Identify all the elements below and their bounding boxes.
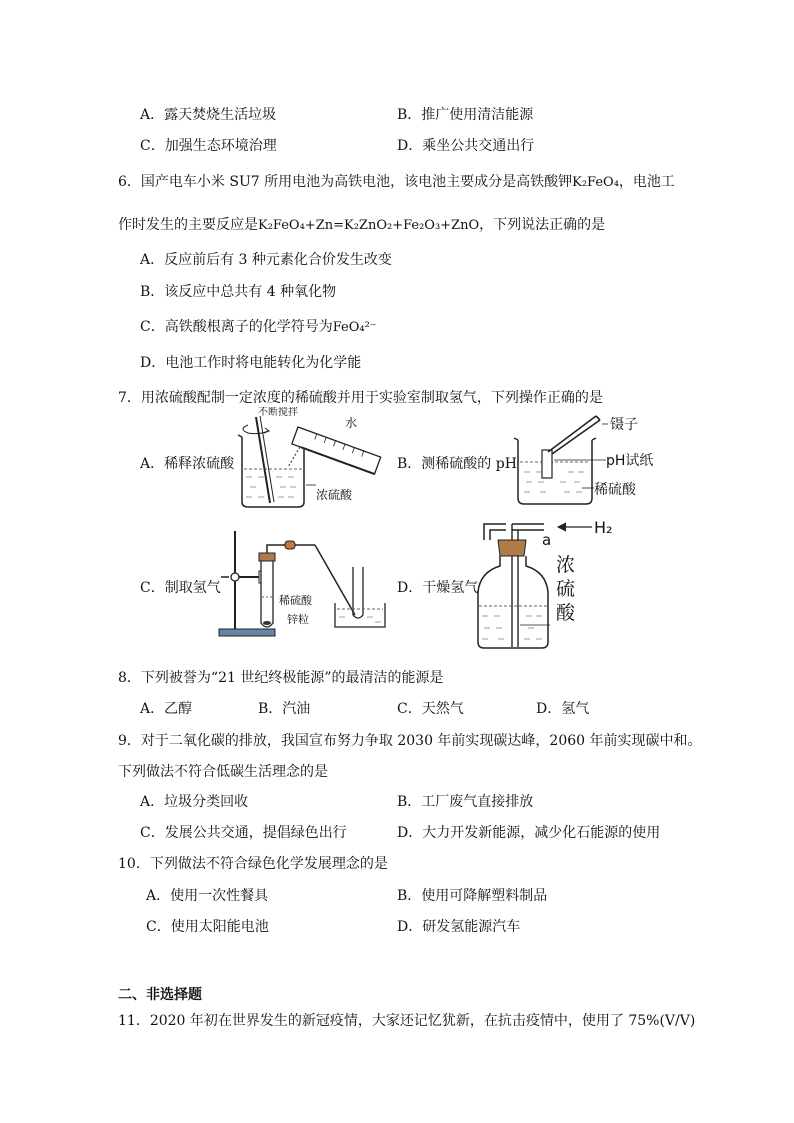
q6-formula-k2feo4: K₂FeO₄	[572, 175, 619, 190]
q10-option-d: D．研发氢能源汽车	[397, 919, 521, 935]
q6-stem-text2: 作时发生的主要反应是	[118, 217, 258, 233]
q8-stem: 8．下列被誉为“21 世纪终极能源”的最清洁的能源是	[118, 670, 444, 686]
section-title-nonchoice: 二、非选择题	[118, 987, 202, 1003]
q7-stem: 7．用浓硫酸配制一定浓度的稀硫酸并用于实验室制取氢气，下列操作正确的是	[118, 390, 603, 406]
fig-a-water-label: 水	[345, 416, 358, 430]
q9-option-a: A．垃圾分类回收	[140, 794, 249, 810]
q6-stem-tail2: ，下列说法正确的是	[479, 217, 606, 233]
q6-stem-text: 6．国产电车小米 SU7 所用电池为高铁电池，该电池主要成分是高铁酸钾	[118, 174, 573, 190]
fig-d-acid-char-3: 酸	[556, 602, 576, 624]
fig-d-acid-char-1: 浓	[556, 554, 576, 576]
q7-option-b: B．测稀硫酸的 pH	[397, 456, 517, 472]
q7-option-d: D．干燥氢气	[397, 580, 479, 596]
q8-option-d: D．氢气	[536, 701, 590, 717]
q9-option-c: C．发展公共交通，提倡绿色出行	[140, 825, 347, 841]
q6-option-c-formula: FeO₄²⁻	[332, 320, 377, 335]
q8-option-c: C．天然气	[397, 701, 464, 717]
fig-b-tweezers-label: 镊子	[610, 417, 638, 433]
q5-option-a: A．露天焚烧生活垃圾	[140, 107, 277, 123]
fig-d-acid-char-2: 硫	[556, 578, 576, 600]
q7-figure-a-dilution	[228, 407, 388, 512]
q7-figure-b-ph-test	[510, 410, 680, 510]
q6-reaction-equation: K₂FeO₄+Zn=K₂ZnO₂+Fe₂O₃+ZnO	[258, 218, 480, 233]
q6-option-d: D．电池工作时将电能转化为化学能	[140, 355, 362, 371]
fig-b-paper-label: pH试纸	[606, 453, 654, 469]
fig-c-zinc-label: 锌粒	[287, 613, 309, 626]
q6-option-c	[140, 316, 377, 336]
q7-figure-c-hydrogen-generation	[215, 527, 390, 642]
q6-stem-line2	[118, 214, 605, 234]
q10-option-b: B．使用可降解塑料制品	[397, 888, 548, 904]
fig-a-stir-label: 不断搅拌	[258, 407, 298, 418]
q9-option-d: D．大力开发新能源，减少化石能源的使用	[397, 825, 661, 841]
q10-option-a: A．使用一次性餐具	[146, 888, 269, 904]
q5-option-c: C．加强生态环境治理	[140, 138, 277, 154]
q9-stem-line1: 9．对于二氧化碳的排放，我国宣布努力争取 2030 年前实现碳达峰，2060 年前实现碳中和。	[118, 733, 702, 749]
q9-option-b: B．工厂废气直接排放	[397, 794, 534, 810]
q11-stem-line1: 11．2020 年初在世界发生的新冠疫情，大家还记忆犹新，在抗击疫情中，使用了 75%(V/V)	[118, 1013, 696, 1029]
q10-stem: 10．下列做法不符合绿色化学发展理念的是	[118, 856, 388, 872]
q6-option-b: B．该反应中总共有 4 种氧化物	[140, 284, 337, 300]
fig-d-gas-label: H₂	[594, 518, 613, 537]
q5-option-d: D．乘坐公共交通出行	[397, 138, 535, 154]
q9-stem-line2: 下列做法不符合低碳生活理念的是	[118, 764, 328, 780]
q7-option-c: C．制取氢气	[140, 580, 221, 596]
q6-stem-line1	[118, 171, 675, 191]
q6-option-c-text: C．高铁酸根离子的化学符号为	[140, 319, 333, 335]
q7-option-a: A．稀释浓硫酸	[140, 456, 235, 472]
fig-d-port-label: a	[542, 531, 552, 549]
q7-figure-d-gas-drying	[470, 512, 620, 652]
fig-a-acid-label: 浓硫酸	[316, 488, 353, 502]
q8-option-b: B．汽油	[258, 701, 311, 717]
q5-option-b: B．推广使用清洁能源	[397, 107, 534, 123]
q6-option-a: A．反应前后有 3 种元素化合价发生改变	[140, 252, 392, 268]
fig-d-acid-label	[556, 553, 575, 625]
fig-b-acid-label: 稀硫酸	[594, 482, 636, 498]
fig-c-acid-label: 稀硫酸	[279, 594, 312, 607]
q6-stem-tail: ，电池工	[618, 174, 675, 190]
q8-option-a: A．乙醇	[140, 701, 193, 717]
q10-option-c: C．使用太阳能电池	[146, 919, 269, 935]
